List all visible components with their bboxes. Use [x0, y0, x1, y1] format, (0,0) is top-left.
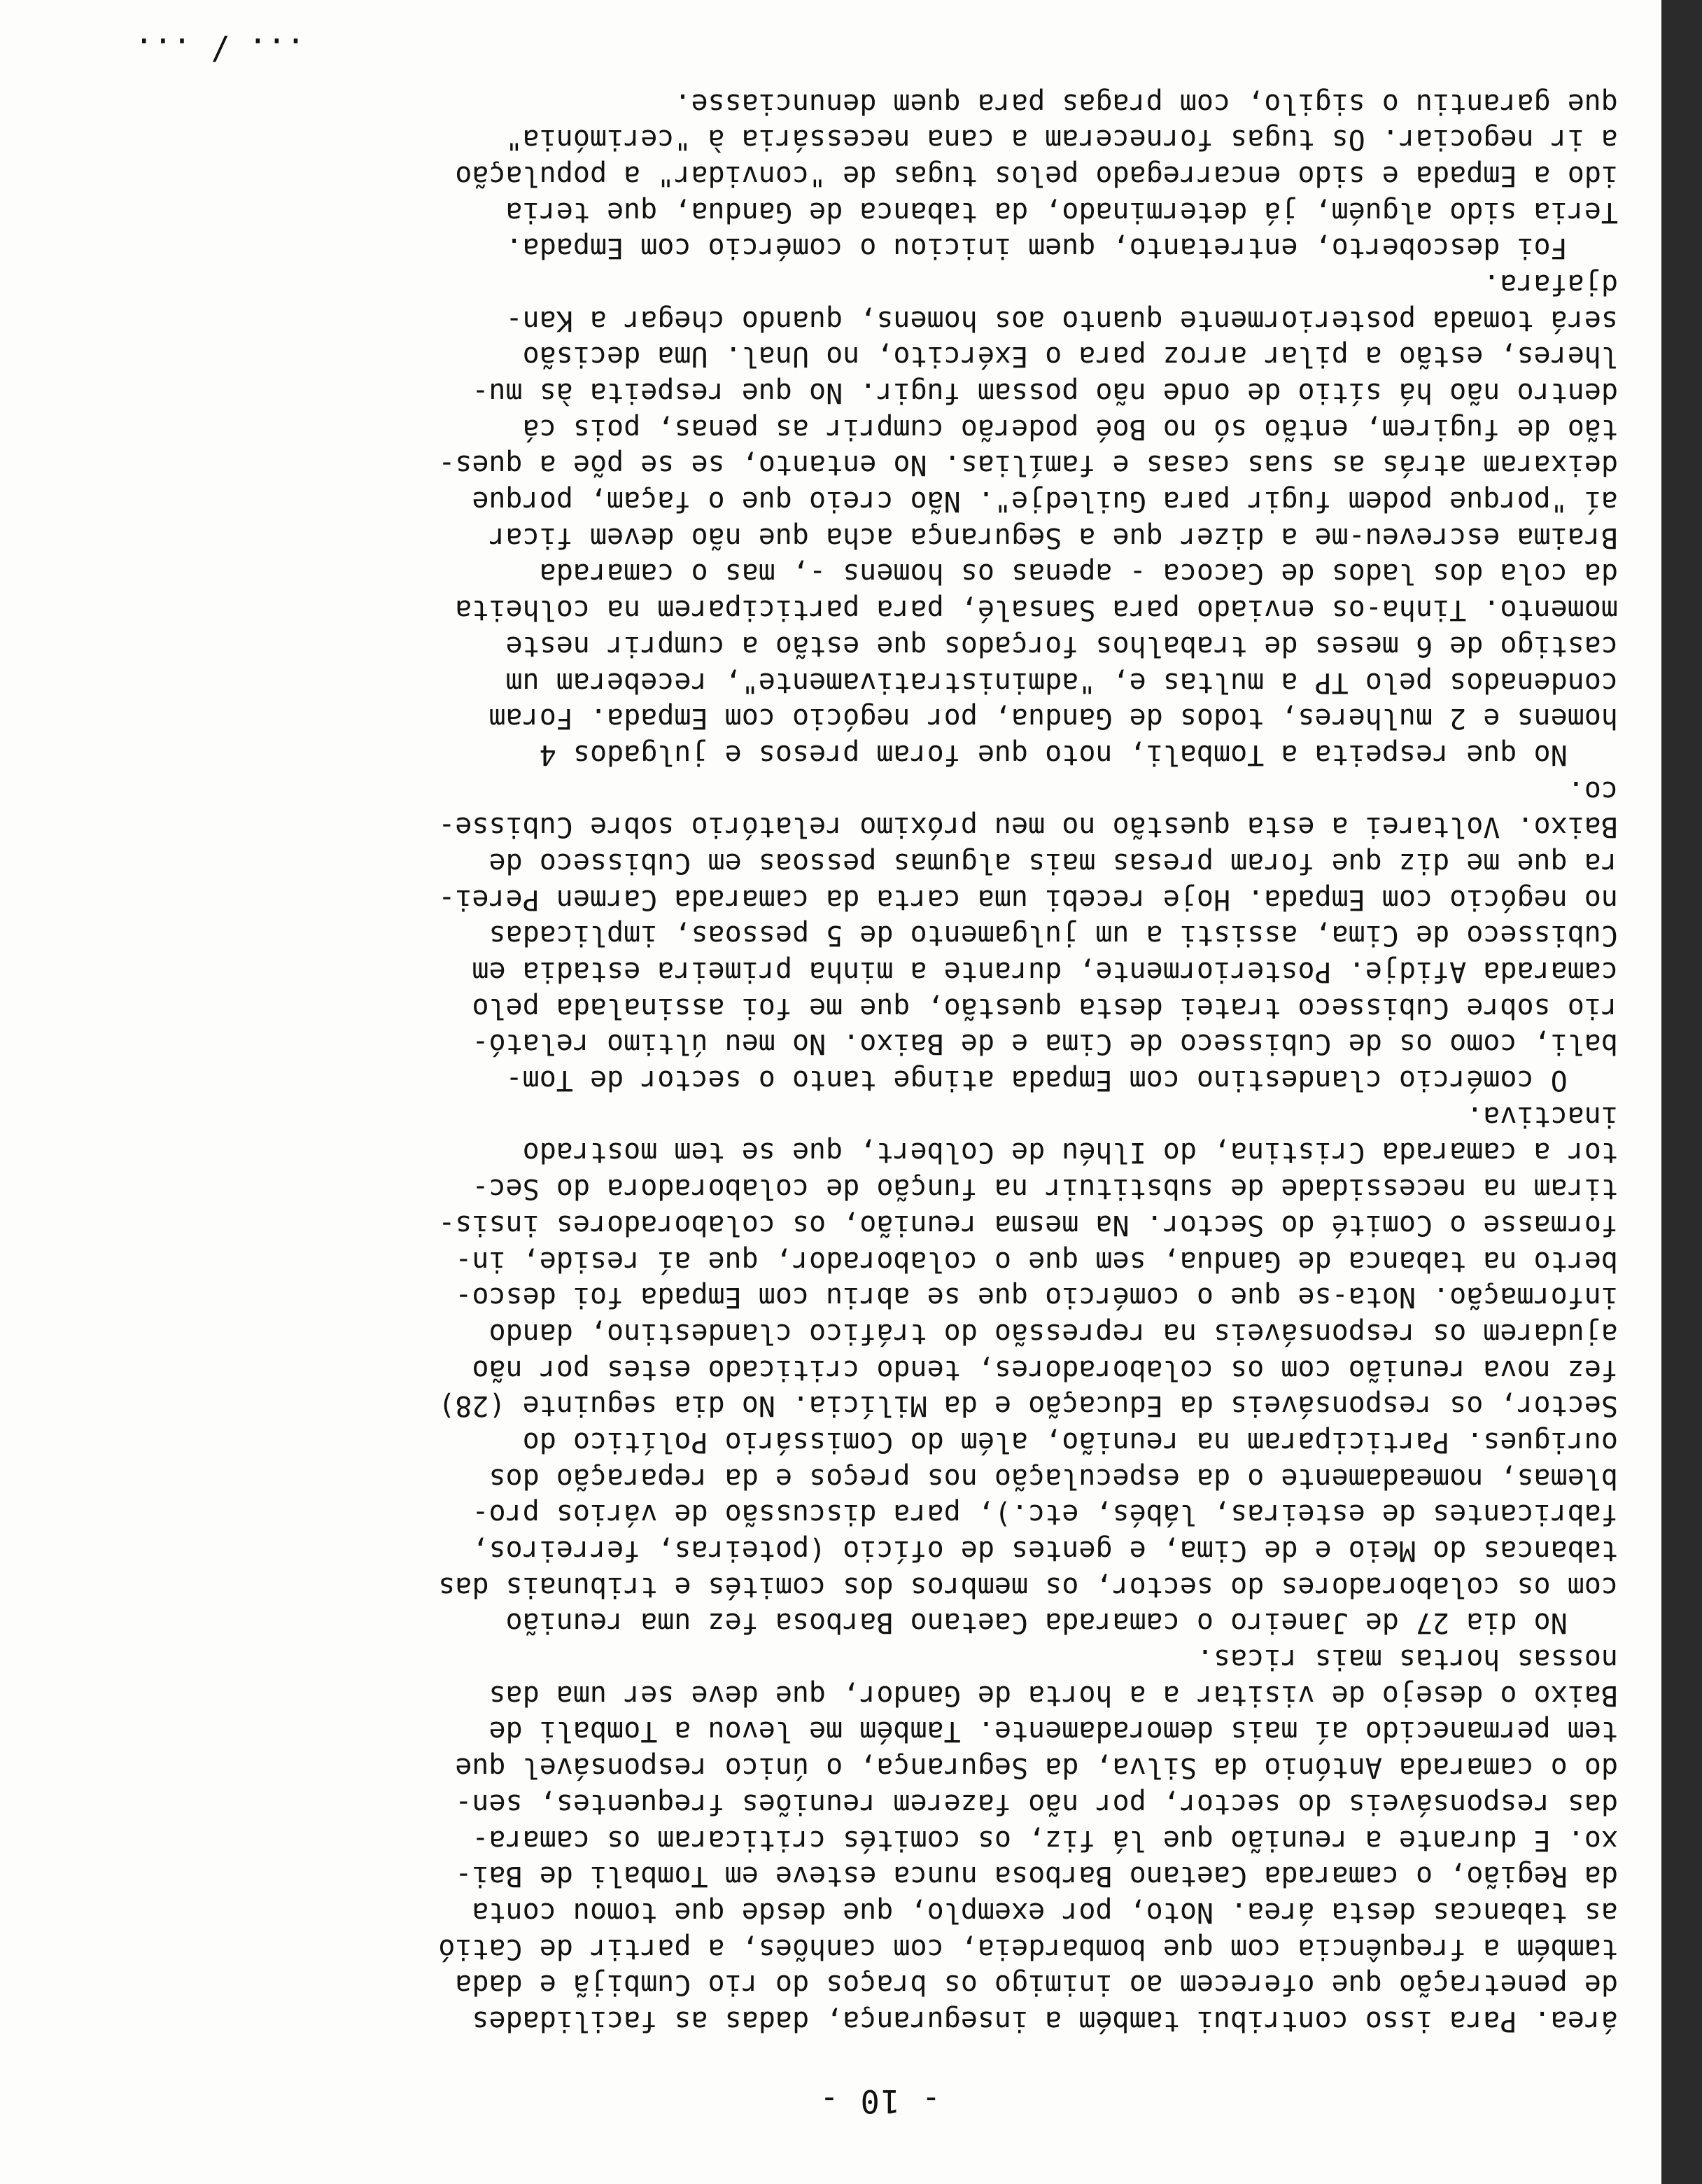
text-line: Teria sido alguém, já determinado, da tabanca de Gandua, que teria [505, 195, 1618, 228]
body-text [15, 85, 1618, 2038]
text-line: ourigues. Participaram na reunião, além do Comissário Político do [522, 1426, 1618, 1458]
text-line: será tomada posteriormente quanto aos homens, quando chegar a Kan- [505, 304, 1618, 337]
text-line: co. [1567, 774, 1618, 807]
text-line: homens e 2 mulheres, todos de Gandua, por negócio com Empada. Foram [488, 702, 1618, 735]
page-number: - 10 - [818, 2082, 941, 2120]
text-line: lheres, estão a pilar arroz para o Exército, no Unal. Uma decisão [522, 340, 1618, 373]
text-line: tabancas do Meio e de Cima, e gentes de ofício (poteiras, ferreiros, [472, 1534, 1618, 1567]
text-line: momento. Tinha-os enviado para Sansalé, para participarem na colheita [455, 594, 1618, 626]
text-line: a ir negociar. Os tugas forneceram a cana necessária à "cerimónia" [505, 123, 1618, 156]
text-line: bali, como os de Cubisseco de Cima e de Baixo. No meu último relató- [472, 1028, 1618, 1060]
text-line: fabricantes de esteiras, lábés, etc.), para discussão de vários pro- [472, 1498, 1618, 1531]
text-line: ido a Empada e sido encarregado pelos tugas de "convidar" a população [455, 159, 1618, 192]
text-line: dentro não há sítio de onde não possam fugir. No que respeita às mu- [472, 377, 1618, 410]
text-line: Baixo o desejo de visitar a a horta de Gandor, que deve ser uma das [488, 1679, 1618, 1712]
text-line: da Região, o camarada Caetano Barbosa nunca esteve em Tombali de Bai- [455, 1860, 1618, 1893]
text-line: também a frequência com que bombardeia, com canhões, a partir de Catió [438, 1932, 1618, 1965]
scan-edge-shadow [1661, 0, 1702, 2184]
text-line: formasse o Comité do Sector. Na mesma reunião, os colaboradores insis- [438, 1208, 1618, 1241]
text-line: que garantiu o sigilo, com pragas para quem denunciasse. [674, 87, 1618, 120]
text-line: condenados pelo TP a multas e, "administrativamente", receberam um [505, 666, 1618, 699]
text-line: tor a camarada Cristina, do Ilhéu de Colbert, que se tem mostrado [522, 1136, 1618, 1169]
text-line: O comércio clandestino com Empada atinge tanto o sector de Tom- [505, 1064, 1618, 1097]
text-line: No que respeita a Tombali, noto que foram presos e julgados 4 [539, 738, 1618, 771]
continuation-mark: ... / ... [134, 31, 305, 68]
text-line: No dia 27 de Janeiro o camarada Caetano Barbosa fez uma reunião [505, 1606, 1618, 1639]
text-line: berto na tabanca de Gandua, sem que o colaborador, que aí reside, in- [455, 1245, 1618, 1278]
text-line: tiram na necessidade de substituir na função de colaboradora do Sec- [472, 1172, 1618, 1205]
text-line: área. Para isso contribui também a insegurança, dadas as facilidades [472, 2005, 1618, 2037]
text-line: blemas, nomeadamente o da especulação nos preços e da reparação dos [488, 1462, 1618, 1494]
text-line: Baixo. Voltarei a esta questão no meu próximo relatório sobre Cubisse- [438, 811, 1618, 844]
text-line: castigo de 6 meses de trabalhos forçados que estão a cumprir neste [505, 629, 1618, 662]
text-line: rio sobre Cubisseco tratei desta questão, que me foi assinalada pelo [472, 991, 1618, 1024]
text-line: ajudarem os responsáveis na repressão do tráfico clandestino, dando [488, 1317, 1618, 1350]
text-line: aí "porque podem fugir para Guiledje". Não creio que o façam, porque [472, 485, 1618, 518]
text-line: deixaram atrás as suas casas e famílias. No entanto, se se põe a ques- [438, 449, 1618, 482]
text-line: tão de fugirem, então só no Boé poderão cumprir as penas, pois cá [522, 412, 1618, 445]
text-line: Braima escreveu-me a dizer que a Segurança acha que não devem ficar [488, 521, 1618, 554]
text-line: com os colaboradores do sector, os membros dos comités e tribunais das [438, 1570, 1618, 1603]
text-line: Sector, os responsáveis da Educação e da Milícia. No dia seguinte (28) [438, 1390, 1618, 1422]
text-line: do o camarada António da Silva, da Segurança, o único responsável que [455, 1751, 1618, 1784]
text-line: inactiva. [1466, 1100, 1618, 1133]
text-line: nossas hortas mais ricas. [1196, 1643, 1618, 1676]
text-line: da cola dos lados de Cacoca - apenas os homens -, mas o camarada [539, 557, 1618, 590]
text-line: Cubisseco de Cima, assisti a um julgamento de 5 pessoas, implicadas [488, 919, 1618, 952]
text-line: fez nova reunião com os colaboradores, tendo criticado estes por não [472, 1353, 1618, 1386]
text-line: das responsáveis do sector, por não fazerem reuniões frequentes, sen- [455, 1787, 1618, 1820]
text-line: de penetração que oferecem ao inimigo os braços do rio Cumbijã e dada [455, 1968, 1618, 2001]
text-line: informação. Nota-se que o comércio que se abriu com Empada foi desco- [455, 1281, 1618, 1314]
text-line: Foi descoberto, entretanto, quem iniciou o comércio com Empada. [505, 232, 1618, 265]
text-line: camarada Afidje. Posteriormente, durante a minha primeira estadia em [472, 955, 1618, 988]
text-line: no negócio com Empada. Hoje recebi uma carta da camarada Carmen Perei- [438, 883, 1618, 916]
text-line: ra que me diz que foram presas mais algumas pessoas em Cubisseco de [488, 847, 1618, 879]
text-line: xo. E durante a reunião que lá fiz, os comités criticaram os camara- [472, 1823, 1618, 1856]
text-line: djafara. [1483, 268, 1618, 300]
text-line: as tabancas desta área. Noto, por exemplo, que desde que tomou conta [472, 1896, 1618, 1928]
text-line: tem permanecido aí mais demoradamente. Também me levou a Tombali de [488, 1715, 1618, 1748]
